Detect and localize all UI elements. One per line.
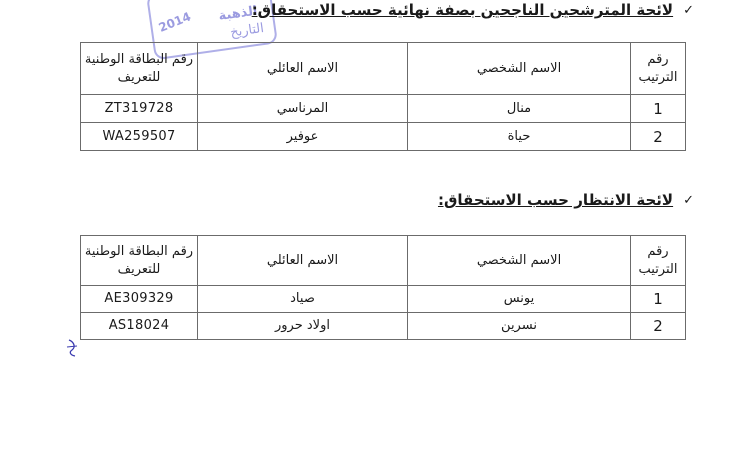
table-row xyxy=(81,286,686,313)
waiting-list-table xyxy=(80,235,686,340)
handwritten-initial-mark xyxy=(66,338,80,358)
section-heading-waiting-list xyxy=(438,191,694,209)
cell-id-number: ZT319728 xyxy=(81,95,198,123)
column-header-rank: رقم الترتيب xyxy=(631,43,686,95)
table-header-row xyxy=(81,236,686,286)
stamp-text: الذهبة xyxy=(217,3,259,24)
heading-text: لائحة الانتظار حسب الاستحقاق: xyxy=(437,191,674,209)
column-header-family-name: الاسم العائلي xyxy=(198,236,408,286)
cell-rank: 1 xyxy=(631,95,686,123)
cell-family-name: اولاد حرور xyxy=(198,313,408,340)
cell-first-name: حياة xyxy=(408,123,631,151)
check-icon: ✓ xyxy=(683,2,694,18)
final-candidates-table xyxy=(80,42,686,151)
cell-family-name: صياد xyxy=(198,286,408,313)
column-header-id-number: رقم البطاقة الوطنية للتعريف xyxy=(81,43,198,95)
cell-family-name: عوفير xyxy=(198,123,408,151)
cell-first-name: يونس xyxy=(408,286,631,313)
cell-id-number: WA259507 xyxy=(81,123,198,151)
stamp-text: التاريخ xyxy=(229,20,265,41)
cell-rank: 2 xyxy=(631,313,686,340)
cell-id-number: AS18024 xyxy=(81,313,198,340)
table-row xyxy=(81,95,686,123)
cell-rank: 1 xyxy=(631,286,686,313)
heading-text: لائحة المترشحين الناجحين بصفة نهائية حسب الاستحقاق: xyxy=(251,1,674,19)
cell-first-name: نسرين xyxy=(408,313,631,340)
column-header-rank: رقم الترتيب xyxy=(631,236,686,286)
cell-first-name: منال xyxy=(408,95,631,123)
stamp-text: 2014 xyxy=(156,9,193,35)
column-header-first-name: الاسم الشخصي xyxy=(408,236,631,286)
column-header-id-number: رقم البطاقة الوطنية للتعريف xyxy=(81,236,198,286)
check-icon: ✓ xyxy=(683,192,694,208)
column-header-family-name: الاسم العائلي xyxy=(198,43,408,95)
table-header-row xyxy=(81,43,686,95)
cell-id-number: AE309329 xyxy=(81,286,198,313)
column-header-first-name: الاسم الشخصي xyxy=(408,43,631,95)
section-heading-final-list xyxy=(252,1,694,19)
table-row xyxy=(81,123,686,151)
cell-rank: 2 xyxy=(631,123,686,151)
table-row xyxy=(81,313,686,340)
cell-family-name: المرناسي xyxy=(198,95,408,123)
